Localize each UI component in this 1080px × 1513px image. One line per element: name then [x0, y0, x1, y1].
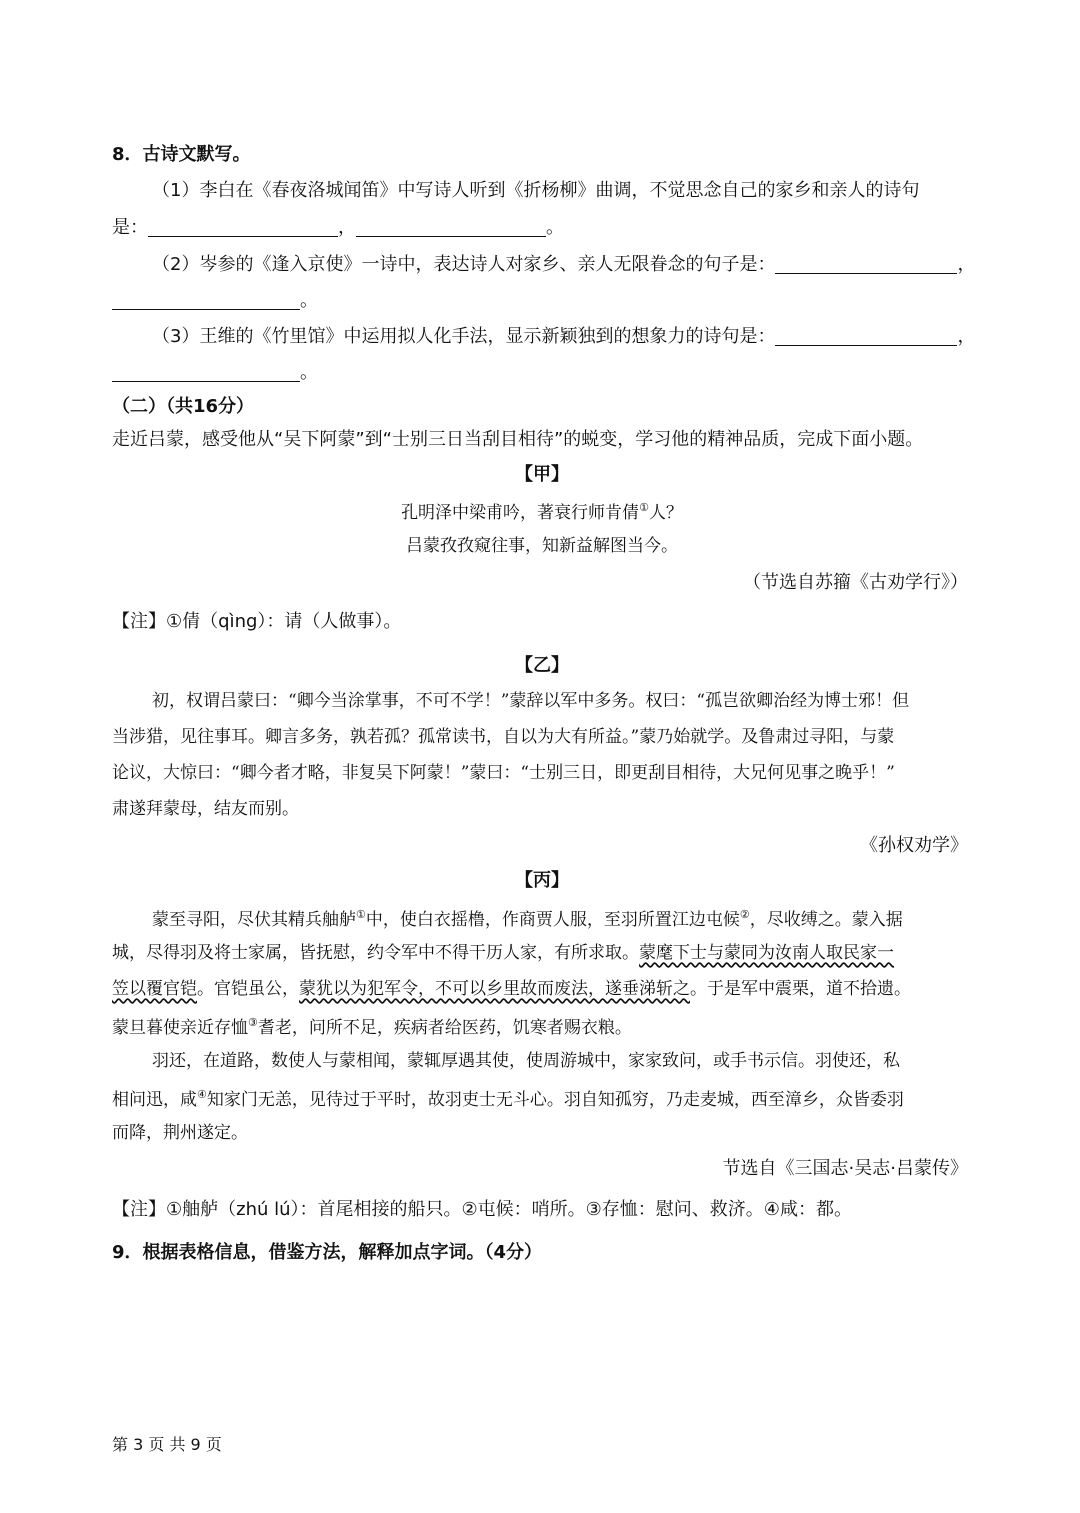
answer-blank[interactable]	[775, 255, 957, 274]
yi-line: 论议，大惊曰：“卿今者才略，非复吴下阿蒙！”蒙曰：“士别三日，即更刮目相待，大兄何见事之晚乎！”	[112, 763, 895, 783]
q8-item1-line1: （1）李白在《春夜洛城闻笛》中写诗人听到《折杨柳》曲调，不觉思念自己的家乡和亲人的诗句	[152, 180, 920, 201]
footnote-marker: ①	[356, 908, 366, 921]
q8-item3-text: （3）王维的《竹里馆》中运用拟人化手法，显示新颖独到的想象力的诗句是：	[152, 326, 776, 347]
jia-note: 【注】①倩（qìng）：请（人做事）。	[112, 611, 402, 632]
section2-intro: 走近吕蒙，感受他从“吴下阿蒙”到“士别三日当刮目相待”的蜕变，学习他的精神品质，完成下面小题。	[112, 429, 924, 450]
yi-line: 初，权谓吕蒙曰：“卿今当涂掌事，不可不学！”蒙辞以军中多务。权曰：“孤岂欲卿治经为博士邪！但	[152, 691, 910, 711]
q8-item3-line1	[152, 327, 975, 346]
period: 。	[300, 362, 318, 383]
wavy-underlined-sentence: 蒙犹以为犯军令，不可以乡里故而废法，遂垂涕斩之	[299, 979, 690, 999]
q8-item1-prefix: 是：	[112, 217, 148, 238]
yi-source: 《孙权劝学》	[860, 835, 968, 856]
comma: ，	[957, 326, 976, 347]
bing-line: 城，尽得羽及将士家属，皆抚慰，约令军中不得干历人家，有所求取。蒙麾下士与蒙同为汝南人取民家一	[112, 943, 894, 963]
answer-blank[interactable]	[148, 218, 338, 237]
jia-source: （节选自苏籀《古劝学行》）	[743, 572, 968, 593]
footnote-marker: ①	[639, 501, 649, 514]
bing-line: 蒙旦暮使亲近存恤③耆老，问所不足，疾病者给医药，饥寒者赐衣粮。	[112, 1016, 632, 1038]
answer-blank[interactable]	[112, 363, 300, 382]
answer-blank[interactable]	[112, 291, 300, 310]
footnote-marker: ③	[248, 1016, 258, 1029]
q8-item2-text: （2）岑参的《逢入京使》一诗中，表达诗人对家乡、亲人无限眷念的句子是：	[152, 254, 776, 275]
answer-blank[interactable]	[356, 218, 546, 237]
q8-title: 8．古诗文默写。	[112, 144, 251, 165]
period: 。	[546, 217, 564, 238]
footnote-marker: ④	[197, 1088, 207, 1101]
page-number: 第 3 页 共 9 页	[112, 1435, 222, 1454]
bing-line: 而降，荆州遂定。	[112, 1123, 248, 1143]
bing-line: 羽还，在道路，数使人与蒙相闻，蒙辄厚遇其使，使周游城中，家家致问，或手书示信。羽使还，私	[152, 1051, 900, 1071]
jia-poem-line2: 吕蒙孜孜窥往事，知新益解图当今。	[406, 536, 678, 556]
yi-line: 肃遂拜蒙母，结友而别。	[112, 799, 299, 819]
bing-line: 笠以覆官铠。官铠虽公，蒙犹以为犯军令，不可以乡里故而废法，遂垂涕斩之。于是军中震栗，道不拾遗。	[112, 979, 911, 999]
q8-item1-line2	[112, 218, 564, 237]
footnote-marker: ②	[739, 908, 750, 921]
bing-source: 节选自《三国志·吴志·吕蒙传》	[722, 1158, 968, 1179]
jia-poem-line1: 孔明泽中梁甫吟，著衰行师肯倩①人？	[401, 501, 683, 523]
bing-line: 蒙至寻阳，尽伏其精兵舳舻①中，使白衣摇橹，作商贾人服，至羽所置江边屯候②，尽收缚之。蒙入据	[152, 908, 903, 930]
bing-note: 【注】①舳舻（zhú lú）：首尾相接的船只。②屯候：哨所。③存恤：慰问、救济。④咸：都。	[112, 1199, 852, 1220]
wavy-underlined-sentence: 笠以覆官铠	[112, 979, 197, 999]
q8-item3-line2	[112, 363, 318, 382]
jia-heading: 【甲】	[515, 464, 569, 485]
q9-title: 9．根据表格信息，借鉴方法，解释加点字词。（4分）	[112, 1242, 543, 1263]
comma: ，	[338, 217, 356, 238]
yi-heading: 【乙】	[515, 655, 569, 676]
yi-line: 当涉猎，见往事耳。卿言多务，孰若孤？孤常读书，自以为大有所益。”蒙乃始就学。及鲁肃过寻阳，与蒙	[112, 727, 895, 747]
period: 。	[300, 290, 318, 311]
answer-blank[interactable]	[775, 327, 957, 346]
bing-heading: 【丙】	[515, 870, 569, 891]
q8-item2-line2	[112, 291, 318, 310]
wavy-underlined-sentence: 蒙麾下士与蒙同为汝南人取民家一	[639, 943, 894, 963]
comma: ，	[957, 254, 976, 275]
section2-header: （二）（共16分）	[112, 396, 255, 417]
q8-item2-line1	[152, 255, 975, 274]
bing-line: 相问迅，咸④知家门无恙，见待过于平时，故羽吏士无斗心。羽自知孤穷，乃走麦城，西至漳乡，众皆委羽	[112, 1088, 904, 1110]
